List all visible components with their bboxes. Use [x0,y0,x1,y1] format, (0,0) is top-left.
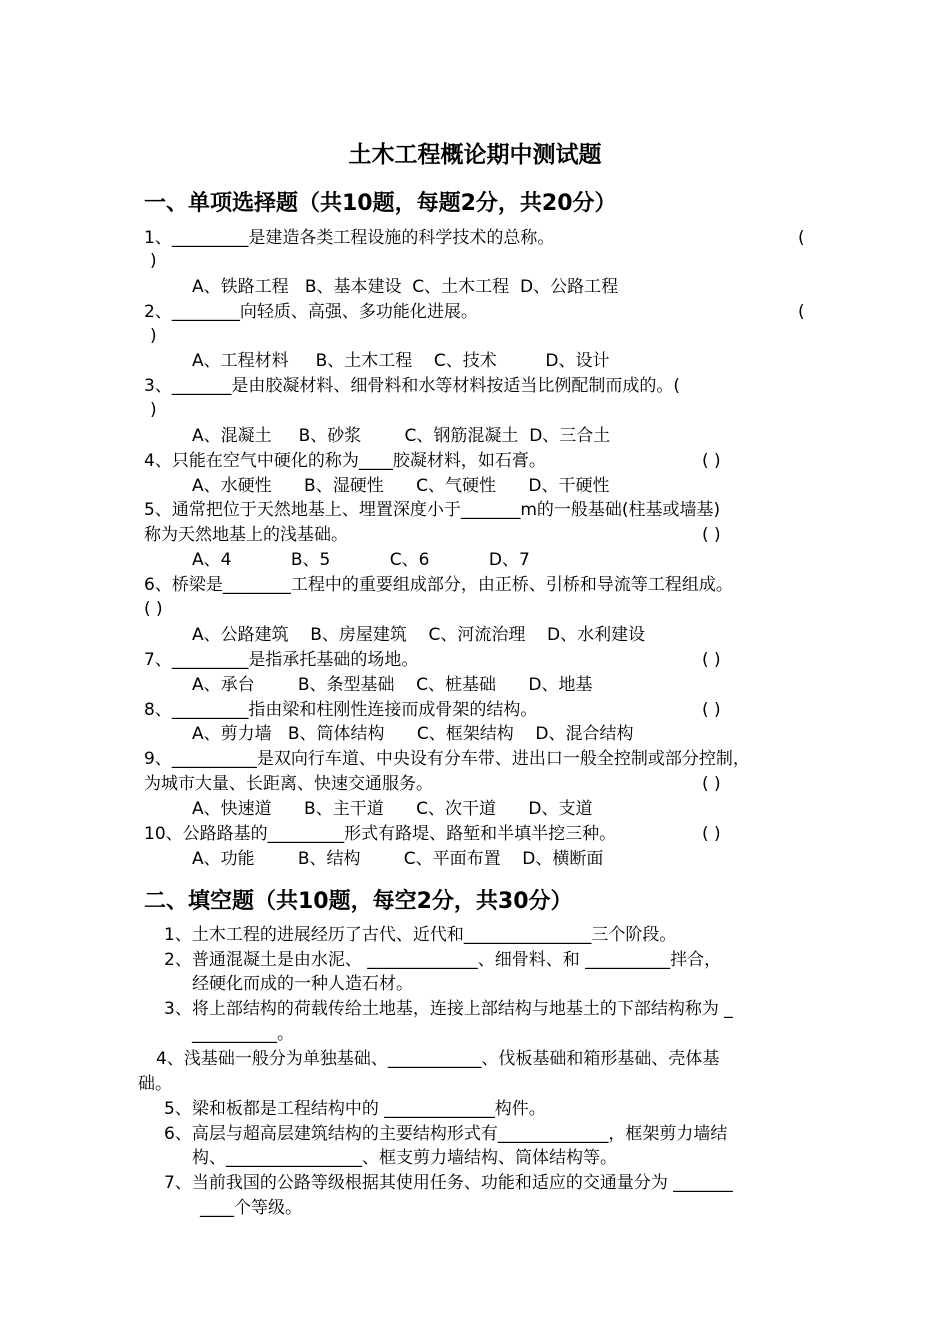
question-4: 4、只能在空气中硬化的称为____胶凝材料，如石膏。 [144,451,546,471]
fill-question-2-cont: 经硬化而成的一种人造石材。 [192,974,413,994]
question-7-options: A、承台 B、条型基础 C、桩基础 D、地基 [192,675,593,695]
fill-question-1: 1、土木工程的进展经历了古代、近代和_______________三个阶段。 [164,925,677,945]
fill-question-3-cont: __________。 [192,1024,294,1044]
answer-paren-open: ( [798,228,805,248]
answer-paren-open: ( [798,302,805,322]
question-8: 8、_________指由梁和柱刚性连接而成骨架的结构。 [144,700,538,720]
question-9-options: A、快速道 B、主干道 C、次干道 D、支道 [192,799,593,819]
question-1: 1、_________是建造各类工程设施的科学技术的总称。 [144,228,555,248]
answer-paren: ( ) [702,451,721,471]
question-5: 5、通常把位于天然地基上、埋置深度小于_______m的一般基础(柱基或墙基) [144,500,721,520]
fill-question-7: 7、当前我国的公路等级根据其使用任务、功能和适应的交通量分为 _______ [164,1173,733,1193]
answer-paren: ( ) [144,599,163,619]
question-1-options: A、铁路工程 B、基本建设 C、土木工程 D、公路工程 [192,277,619,297]
question-7: 7、_________是指承托基础的场地。 [144,650,419,670]
answer-paren: ( ) [702,774,721,794]
answer-paren: ( ) [702,525,721,545]
fill-question-6: 6、高层与超高层建筑结构的主要结构形式有_____________，框架剪力墙结 [164,1124,728,1144]
question-6: 6、桥梁是________工程中的重要组成部分，由正桥、引桥和导流等工程组成。 [144,575,733,595]
question-10-options: A、功能 B、结构 C、平面布置 D、横断面 [192,849,604,869]
question-5-cont: 称为天然地基上的浅基础。 [144,525,348,545]
fill-question-4: 4、浅基础一般分为单独基础、___________、伐板基础和箱形基础、壳体基 [156,1049,720,1069]
question-10: 10、公路路基的_________形式有路堤、路堑和半填半挖三种。 [144,824,617,844]
answer-paren-close: ) [150,251,157,271]
question-2: 2、________向轻质、高强、多功能化进展。 [144,302,478,322]
fill-question-4-cont: 础。 [138,1074,172,1094]
answer-paren-close: ) [150,326,157,346]
fill-question-6-cont: 构、________________、框支剪力墙结构、筒体结构等。 [192,1148,617,1168]
question-6-options: A、公路建筑 B、房屋建筑 C、河流治理 D、水利建设 [192,625,646,645]
question-8-options: A、剪力墙 B、筒体结构 C、框架结构 D、混合结构 [192,724,634,744]
fill-question-2: 2、普通混凝土是由水泥、 _____________、细骨料、和 __________拌合， [164,950,722,970]
answer-paren: ( ) [702,700,721,720]
question-2-options: A、工程材料 B、土木工程 C、技术 D、设计 [192,351,610,371]
question-4-options: A、水硬性 B、湿硬性 C、气硬性 D、干硬性 [192,476,610,496]
answer-paren: ( ) [702,824,721,844]
fill-question-5: 5、梁和板都是工程结构中的 _____________构件。 [164,1099,546,1119]
page-title: 土木工程概论期中测试题 [348,141,602,168]
question-3-options: A、混凝土 B、砂浆 C、钢筋混凝土 D、三合土 [192,426,611,446]
answer-paren: ( ) [702,650,721,670]
question-3: 3、_______是由胶凝材料、细骨料和水等材料按适当比例配制而成的。( [144,376,680,396]
section-heading-choice: 一、单项选择题（共10题，每题2分，共20分） [144,191,617,216]
section-heading-fill: 二、填空题（共10题，每空2分，共30分） [144,889,573,914]
question-5-options: A、4 B、5 C、6 D、7 [192,550,530,570]
fill-question-3: 3、将上部结构的荷载传给土地基，连接上部结构与地基土的下部结构称为 _ [164,999,733,1019]
answer-paren-close: ) [150,400,157,420]
fill-question-7-cont: ____个等级。 [200,1198,302,1218]
question-9-cont: 为城市大量、长距离、快速交通服务。 [144,774,433,794]
question-9: 9、__________是双向行车道、中央设有分车带、进出口一般全控制或部分控制， [144,749,750,769]
